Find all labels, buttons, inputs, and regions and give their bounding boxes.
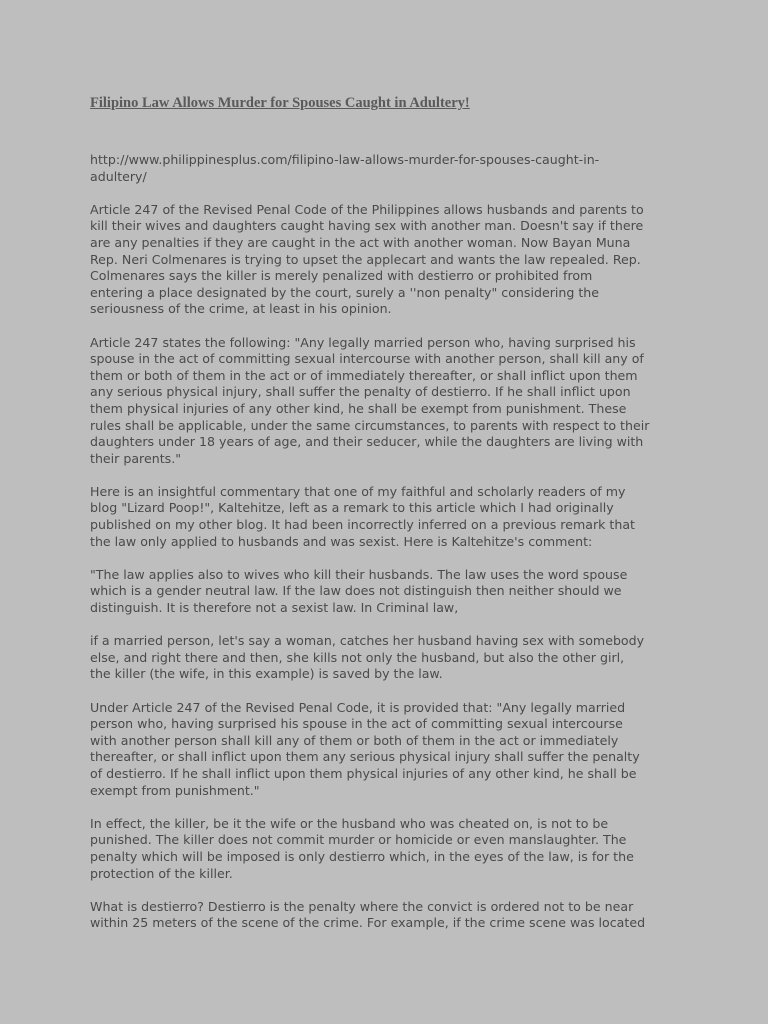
text-line: In effect, the killer, be it the wife or the husband who was cheated on, is not to be <box>90 815 609 831</box>
text-line: exempt from punishment." <box>90 782 260 798</box>
text-line: which is a gender neutral law. If the law does not distinguish then neither should we <box>90 583 622 599</box>
text-line: any serious physical injury, shall suffer the penalty of destierro. If he shall inflict upon <box>90 384 631 400</box>
text-line: person who, having surprised his spouse in the act of committing sexual intercourse <box>90 716 623 732</box>
text-line: Here is an insightful commentary that one of my faithful and scholarly readers of my <box>90 483 626 499</box>
text-line: punished. The killer does not commit murder or homicide or even manslaughter. The <box>90 832 627 848</box>
article-title: Filipino Law Allows Murder for Spouses Caught in Adultery! <box>90 95 470 111</box>
text-line: them or both of them in the act or of immediately thereafter, or shall inflict upon them <box>90 367 638 383</box>
text-line: kill their wives and daughters caught having sex with another man. Doesn't say if there <box>90 218 644 234</box>
comment-quote-paragraph <box>90 567 678 617</box>
text-line: "The law applies also to wives who kill their husbands. The law uses the word spouse <box>90 566 628 582</box>
commentary-intro-paragraph <box>90 484 678 550</box>
text-line: are any penalties if they are caught in the act with another woman. Now Bayan Muna <box>90 234 631 250</box>
text-line: Article 247 of the Revised Penal Code of the Philippines allows husbands and parents to <box>90 201 644 217</box>
text-line: Article 247 states the following: "Any legally married person who, having surprised his <box>90 334 636 350</box>
effect-paragraph <box>90 816 678 882</box>
text-line: thereafter, or shall inflict upon them any serious physical injury shall suffer the penalty <box>90 749 640 765</box>
destierro-paragraph <box>90 899 678 932</box>
text-line: published on my other blog. It had been incorrectly inferred on a previous remark that <box>90 517 635 533</box>
text-line: rules shall be applicable, under the same circumstances, to parents with respect to their <box>90 417 650 433</box>
text-line: of destierro. If he shall inflict upon them physical injuries of any other kind, he shall be <box>90 765 637 781</box>
text-line: spouse in the act of committing sexual intercourse with another person, shall kill any of <box>90 351 644 367</box>
text-line: adultery/ <box>90 168 147 184</box>
text-line: with another person shall kill any of them or both of them in the act or immediately <box>90 732 619 748</box>
intro-paragraph <box>90 202 678 318</box>
legal-citation-paragraph <box>90 700 678 800</box>
text-line: protection of the killer. <box>90 865 233 881</box>
text-line: entering a place designated by the court, surely a ''non penalty" considering the <box>90 284 600 300</box>
text-line: Rep. Neri Colmenares is trying to upset the applecart and wants the law repealed. Rep. <box>90 251 641 267</box>
text-line: blog "Lizard Poop!", Kaltehitze, left as a remark to this article which I had originally <box>90 500 614 516</box>
text-line: their parents." <box>90 450 181 466</box>
text-line: What is destierro? Destierro is the penalty where the convict is ordered not to be near <box>90 898 634 914</box>
text-line: if a married person, let's say a woman, catches her husband having sex with somebody <box>90 633 645 649</box>
source-url-paragraph <box>90 152 678 185</box>
example-paragraph <box>90 633 678 683</box>
text-line: http://www.philippinesplus.com/filipino-law-allows-murder-for-spouses-caught-in- <box>90 152 600 167</box>
text-line: Under Article 247 of the Revised Penal Code, it is provided that: "Any legally married <box>90 699 626 715</box>
text-line: the law only applied to husbands and was sexist. Here is Kaltehitze's comment: <box>90 533 593 549</box>
text-line: seriousness of the crime, at least in his opinion. <box>90 301 392 317</box>
article-247-paragraph <box>90 335 678 468</box>
text-line: else, and right there and then, she kills not only the husband, but also the other girl, <box>90 649 625 665</box>
text-line: penalty which will be imposed is only destierro which, in the eyes of the law, is for the <box>90 848 634 864</box>
text-line: them physical injuries of any other kind, he shall be exempt from punishment. These <box>90 400 627 416</box>
document-page <box>90 94 690 949</box>
text-line: distinguish. It is therefore not a sexist law. In Criminal law, <box>90 600 459 616</box>
text-line: the killer (the wife, in this example) is saved by the law. <box>90 666 443 682</box>
text-line: within 25 meters of the scene of the crime. For example, if the crime scene was located <box>90 915 646 931</box>
text-line: daughters under 18 years of age, and their seducer, while the daughters are living with <box>90 434 644 450</box>
text-line: Colmenares says the killer is merely penalized with destierro or prohibited from <box>90 268 593 284</box>
